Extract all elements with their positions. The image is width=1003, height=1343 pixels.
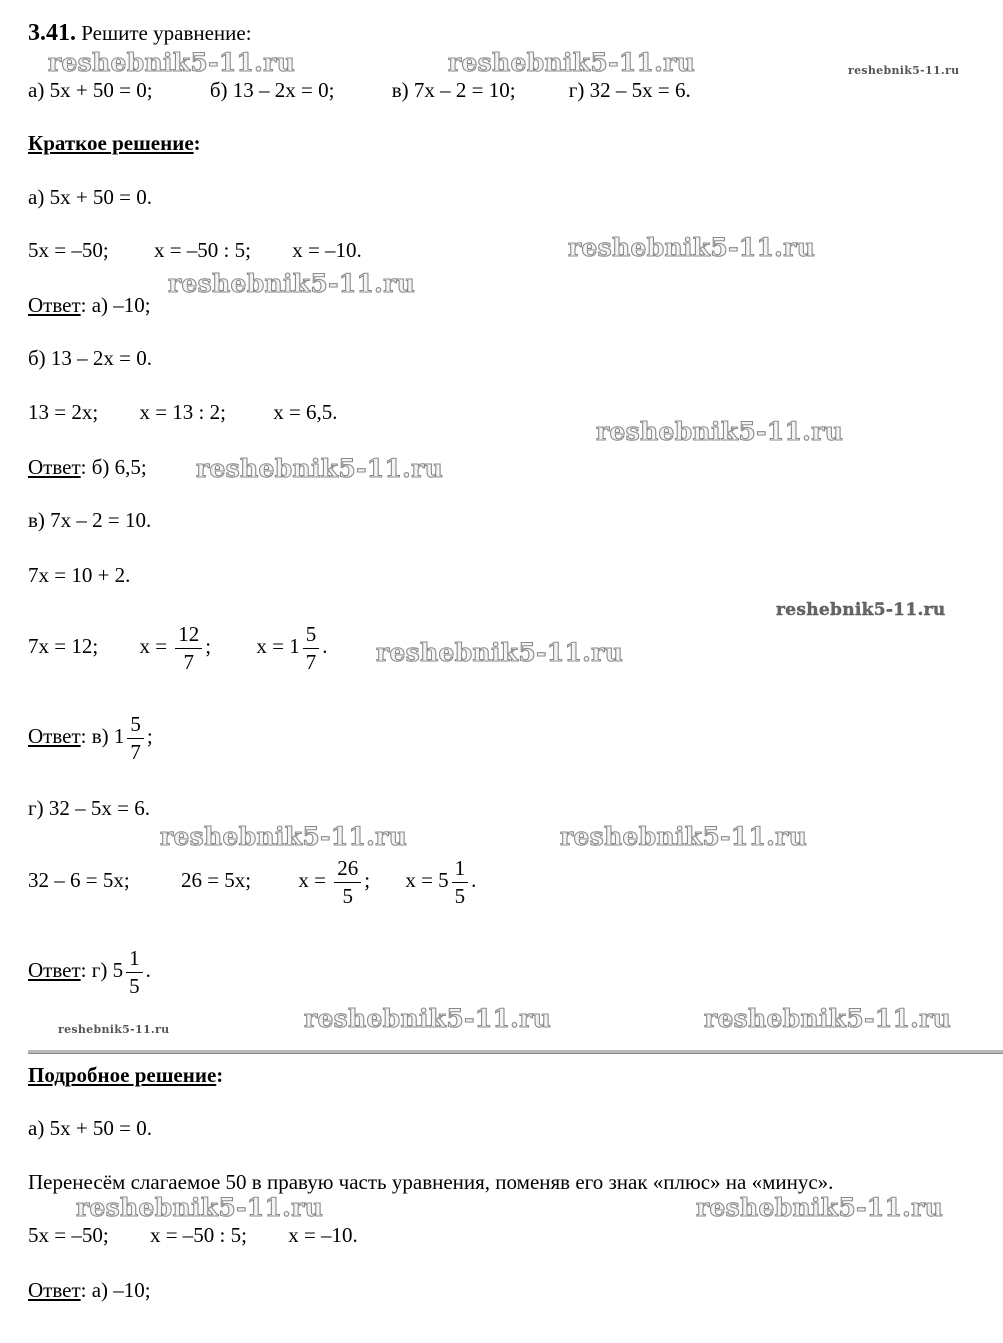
fraction: $\frac{1}{5}$ (452, 858, 469, 907)
watermark: reshebnik5-11.ru (376, 638, 624, 667)
watermark: reshebnik5-11.ru (568, 233, 816, 262)
fraction: $\frac{5}{7}$ (127, 714, 144, 763)
short-a-steps: 5x = –50; x = –50 : 5; x = –10. (28, 238, 362, 262)
section-divider (28, 1050, 1003, 1054)
task-number: 3.41. (28, 20, 76, 46)
detailed-heading: Подробное решение: (28, 1063, 224, 1087)
watermark: reshebnik5-11.ru (848, 64, 960, 77)
short-g-answer: Ответ: г) 5 $\frac{1}{5}$ . (28, 945, 151, 998)
watermark: reshebnik5-11.ru (160, 822, 408, 851)
watermark: reshebnik5-11.ru (168, 269, 416, 298)
task-items (28, 78, 691, 102)
short-a-answer: Ответ: а) –10; (28, 293, 151, 317)
watermark: reshebnik5-11.ru (304, 1004, 552, 1033)
short-heading: Краткое решение: (28, 131, 201, 155)
short-v-step1: 7x = 10 + 2. (28, 563, 131, 587)
watermark: reshebnik5-11.ru (704, 1004, 952, 1033)
detailed-explain: Перенесём слагаемое 50 в правую часть уравнения, поменяв его знак «плюс» на «минус». (28, 1170, 834, 1194)
watermark: reshebnik5-11.ru (696, 1193, 944, 1222)
detailed-steps: 5x = –50; x = –50 : 5; x = –10. (28, 1223, 358, 1247)
short-v-answer: Ответ: в) 1 $\frac{5}{7}$ ; (28, 711, 153, 764)
task-item: б) 13 – 2x = 0; (209, 78, 335, 102)
task-item: а) 5x + 50 = 0; (28, 78, 153, 102)
short-a-eq: а) 5x + 50 = 0. (28, 185, 153, 209)
watermark: reshebnik5-11.ru (596, 417, 844, 446)
task-item: г) 32 – 5x = 6. (568, 78, 691, 102)
watermark: reshebnik5-11.ru (76, 1193, 324, 1222)
watermark: reshebnik5-11.ru (560, 822, 808, 851)
fraction: $\frac{1}{5}$ (126, 948, 143, 997)
short-g-eq: г) 32 – 5x = 6. (28, 796, 150, 820)
short-g-step: 32 – 6 = 5x; 26 = 5x; x = $\frac{26}{5}$ ; x = 5 $\frac{1}{5}$ . (28, 855, 477, 908)
detailed-eq: а) 5x + 50 = 0. (28, 1116, 153, 1140)
short-b-answer: Ответ: б) 6,5; (28, 455, 147, 479)
watermark: reshebnik5-11.ru (48, 48, 296, 77)
short-v-step2: 7x = 12; x = $\frac{12}{7}$ ; x = 1 $\frac{5}{7}$ . (28, 621, 328, 674)
task-prompt: Решите уравнение: (81, 21, 252, 45)
task-title (28, 21, 252, 45)
fraction: $\frac{12}{7}$ (175, 624, 202, 673)
watermark: reshebnik5-11.ru (448, 48, 696, 77)
watermark: reshebnik5-11.ru (776, 600, 946, 620)
watermark: reshebnik5-11.ru (196, 454, 444, 483)
detailed-answer: Ответ: а) –10; (28, 1278, 151, 1302)
short-b-steps: 13 = 2x; x = 13 : 2; x = 6,5. (28, 400, 338, 424)
fraction: $\frac{5}{7}$ (303, 624, 320, 673)
fraction: $\frac{26}{5}$ (334, 858, 361, 907)
watermark: reshebnik5-11.ru (58, 1023, 170, 1036)
short-v-eq: в) 7x – 2 = 10. (28, 508, 152, 532)
short-b-eq: б) 13 – 2x = 0. (28, 346, 153, 370)
task-item: в) 7x – 2 = 10; (391, 78, 516, 102)
